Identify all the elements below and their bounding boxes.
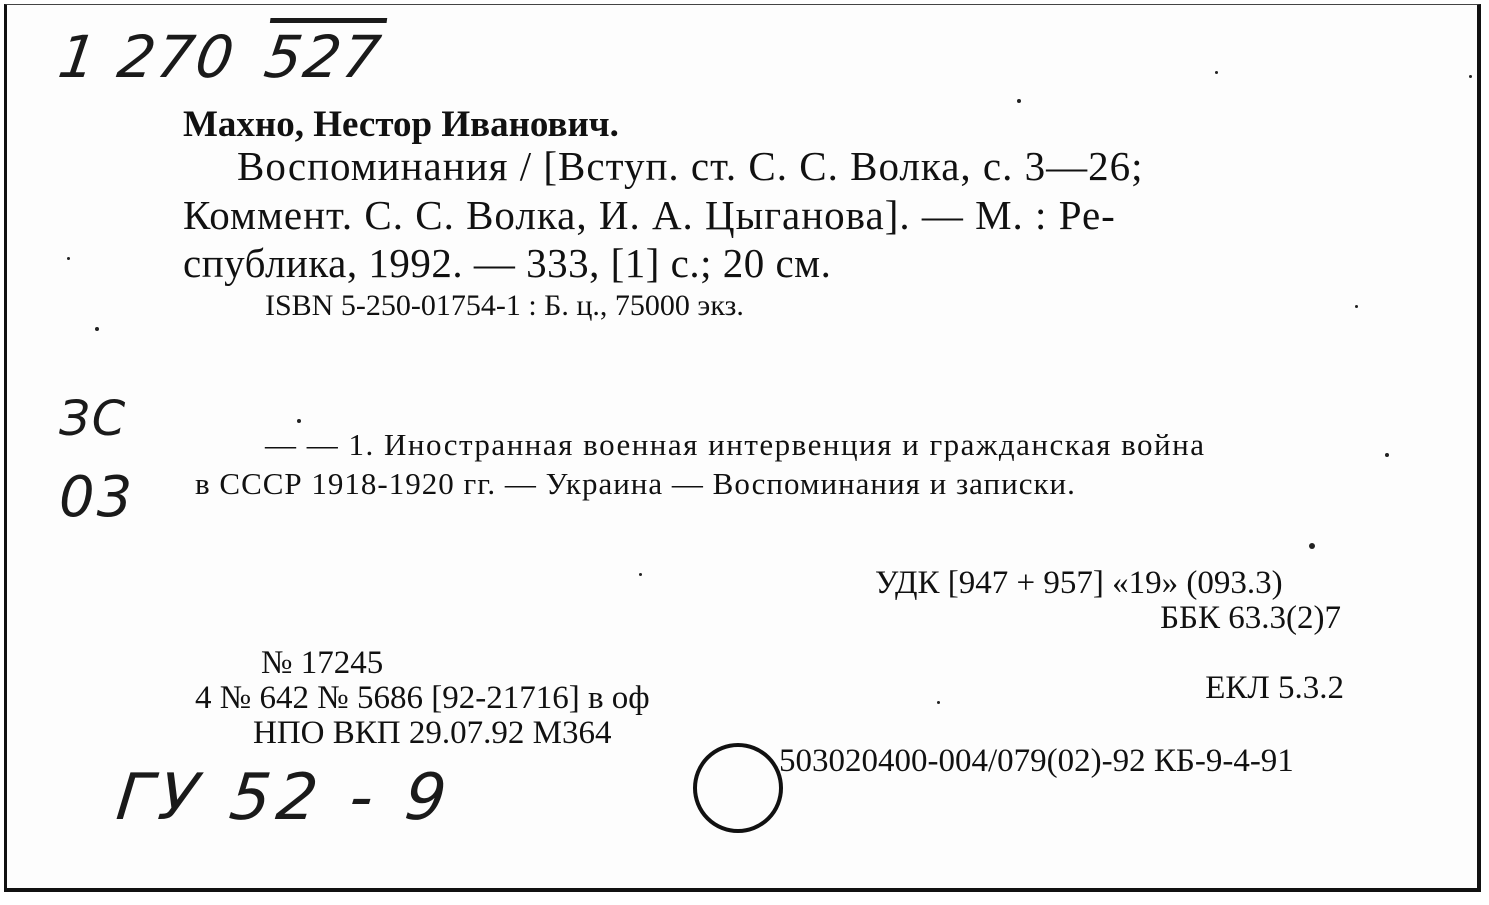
speck-dot [639,573,642,576]
title-line-3: спублика, 1992. — 333, [1] с.; 20 см. [183,240,832,286]
speck-dot [1017,99,1021,103]
title-line-2: Коммент. С. С. Волка, И. А. Цыганова]. — М. : Ре- [183,192,1116,238]
speck-dot [1355,305,1358,308]
catalog-card [4,4,1481,892]
speck-dot [1385,453,1389,457]
bbk-classification: ББК 63.3(2)7 [1160,600,1341,636]
order-line-3: НПО ВКП 29.07.92 М364 [253,715,612,751]
speck-dot [1469,75,1472,78]
catalog-number-second: 527 [260,23,387,91]
catalog-number [54,23,386,91]
publisher-code-line: 503020400-004/079(02)-92 КБ-9-4-91 [779,743,1294,779]
order-line-2: 4 № 642 № 5686 [92-21716] в оф [195,680,650,716]
speck-dot [1309,543,1315,549]
order-line-1: № 17245 [261,645,384,681]
handwritten-mark-bottom: ГУ 52 - 9 [113,761,456,835]
title-line-1: Воспоминания / [Вступ. ст. С. С. Волка, с. 3—26; [237,143,1144,189]
speck-dot [95,327,99,331]
subject-heading-line-2: в СССР 1918-1920 гг. — Украина — Воспоминания и записки. [195,466,1076,501]
handwritten-mark-zc: ЗС [59,391,128,447]
stamp-circle-icon [693,743,783,833]
speck-dot [297,419,301,423]
speck-dot [937,701,940,704]
catalog-number-first: 1 270 [54,23,240,91]
speck-dot [67,257,70,260]
handwritten-mark-03: 03 [59,465,135,530]
udk-classification: УДК [947 + 957] «19» (093.3) [875,565,1283,601]
ekl-code: ЕКЛ 5.3.2 [1205,670,1344,706]
author-heading: Махно, Нестор Иванович. [183,104,619,145]
subject-heading-line-1: — — 1. Иностранная военная интервенция и гражданская война [265,427,1206,462]
isbn-line: ISBN 5-250-01754-1 : Б. ц., 75000 экз. [265,289,744,322]
speck-dot [1215,71,1218,74]
